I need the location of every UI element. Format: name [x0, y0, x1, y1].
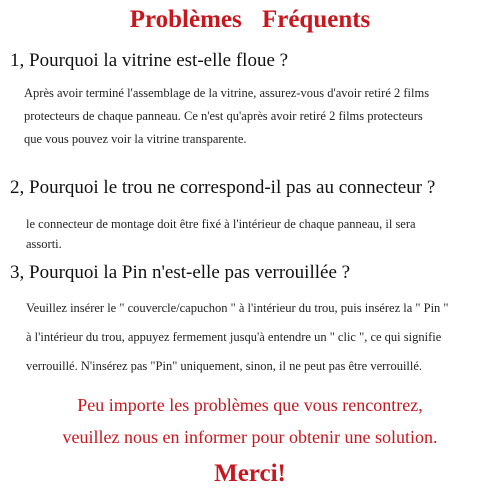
- faq-question-3: 3, Pourquoi la Pin n'est-elle pas verrouillée ?: [10, 262, 351, 283]
- page-title: Problèmes Fréquents: [129, 6, 371, 33]
- faq-answer-2-line-2: assorti.: [26, 237, 62, 251]
- faq-answer-1: [24, 82, 429, 151]
- closing-message-line-2: veuillez nous en informer pour obtenir une solution.: [62, 427, 438, 447]
- faq-question-2: 2, Pourquoi le trou ne correspond-il pas au connecteur ?: [10, 177, 436, 198]
- thanks-text: Merci!: [214, 460, 286, 487]
- faq-answer-2: [26, 214, 416, 254]
- faq-answer-1-line-3: que vous pouvez voir la vitrine transparente.: [24, 132, 247, 146]
- faq-answer-3-line-1: Veuillez insérer le " couvercle/capuchon " à l'intérieur du trou, puis insérez la " Pin ": [26, 301, 449, 315]
- faq-answer-3: [26, 294, 449, 381]
- faq-answer-1-line-1: Après avoir terminé l'assemblage de la vitrine, assurez-vous d'avoir retiré 2 films: [24, 86, 430, 100]
- closing-message-line-1: Peu importe les problèmes que vous rencontrez,: [77, 395, 423, 415]
- faq-answer-3-line-3: verrouillé. N'insérez pas "Pin" uniquement, sinon, il ne peut pas être verrouillé.: [26, 359, 423, 373]
- faq-answer-2-line-1: le connecteur de montage doit être fixé à l'intérieur de chaque panneau, il sera: [26, 217, 416, 231]
- faq-answer-1-line-2: protecteurs de chaque panneau. Ce n'est qu'après avoir retiré 2 films protecteurs: [24, 109, 423, 123]
- faq-answer-3-line-2: à l'intérieur du trou, appuyez fermement jusqu'à entendre un " clic ", ce qui signifie: [26, 330, 442, 344]
- faq-question-1: 1, Pourquoi la vitrine est-elle floue ?: [10, 50, 289, 71]
